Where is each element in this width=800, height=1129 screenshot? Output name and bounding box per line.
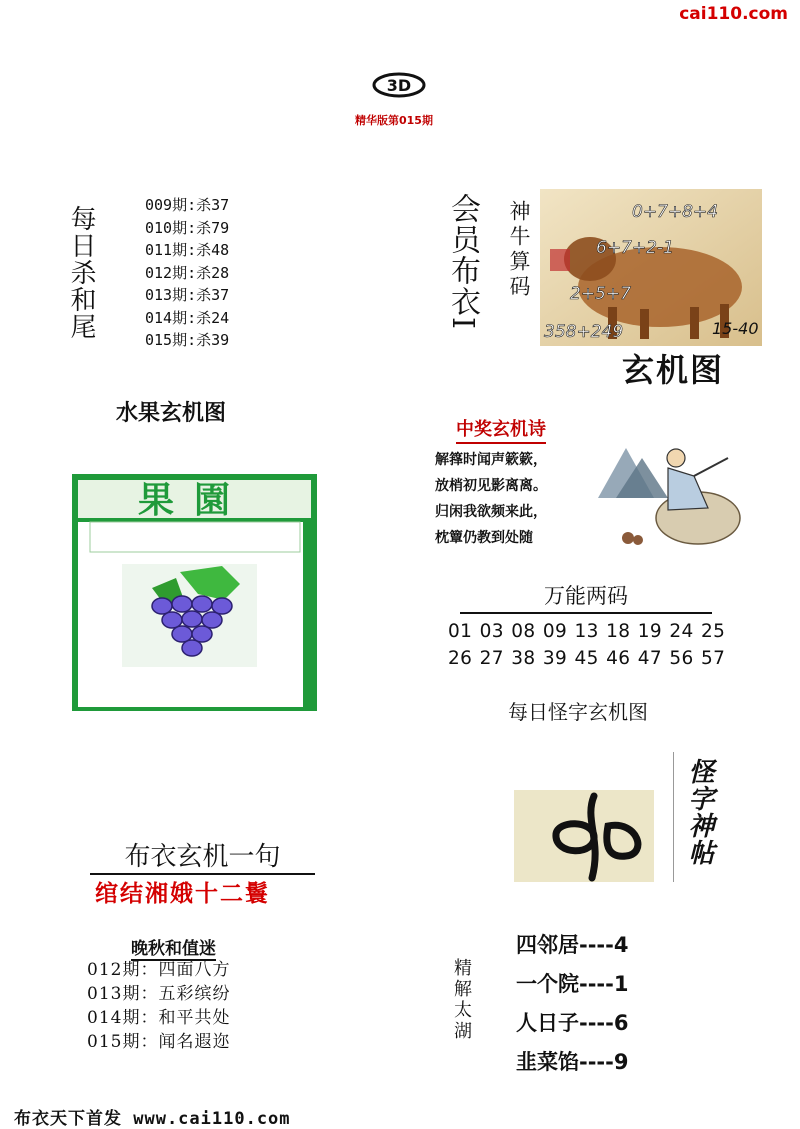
daily-kill-title: 每日杀和尾 bbox=[66, 205, 96, 340]
member-title: 会员布衣I bbox=[445, 193, 480, 330]
list-item: 011期:杀48 bbox=[145, 241, 230, 259]
autumn-title: 晚秋和值迷 bbox=[131, 934, 216, 961]
two-codes-title: 万能两码 bbox=[460, 580, 712, 614]
yiju-text: 绾结湘娥十二鬟 bbox=[95, 880, 270, 907]
list-item: 013期：五彩缤纷 bbox=[87, 984, 231, 1004]
bull-formula: 0+7+8+4 bbox=[632, 202, 718, 222]
list-item: 012期:杀28 bbox=[145, 263, 230, 282]
number-row: 01 03 08 09 13 18 19 24 25 bbox=[448, 621, 726, 642]
bull-formula: 2+5+7 bbox=[570, 284, 631, 304]
poem-line: 枕簟仍教到处随 bbox=[435, 530, 533, 546]
poem-lines bbox=[435, 447, 547, 551]
lake-title: 精解太湖 bbox=[451, 958, 472, 1042]
poem-line: 归闲我欲频来此， bbox=[435, 504, 547, 520]
bull-formula: 358+249 bbox=[544, 322, 624, 342]
poem-line: 解箨时闻声簌簌， bbox=[435, 452, 547, 468]
autumn-list bbox=[87, 958, 230, 1054]
weird-char-side-text bbox=[673, 752, 746, 882]
list-item: 015期:杀39 bbox=[145, 331, 230, 349]
list-item: 009期:杀37 bbox=[145, 196, 230, 214]
list-item: 014期:杀24 bbox=[145, 308, 230, 327]
weird-char-title: 每日怪字玄机图 bbox=[508, 700, 648, 724]
bull-image bbox=[540, 189, 762, 346]
bull-title: 神牛算码 bbox=[507, 200, 531, 300]
sage-illustration bbox=[598, 418, 748, 553]
issue-label: 精华版第015期 bbox=[355, 114, 433, 127]
two-codes-numbers bbox=[448, 618, 760, 672]
bull-caption: 玄机图 bbox=[622, 351, 725, 389]
list-item: 015期：闻名遐迩 bbox=[87, 1032, 231, 1052]
list-item: 一个院----1 bbox=[516, 972, 629, 996]
fruit-title: 水果玄机图 bbox=[116, 401, 227, 426]
list-item: 014期：和平共处 bbox=[87, 1008, 231, 1028]
lake-list bbox=[516, 926, 628, 1082]
list-item: 013期:杀37 bbox=[145, 286, 230, 304]
site-url[interactable]: cai110.com bbox=[679, 4, 788, 24]
footer-text[interactable]: 布衣天下首发 www.cai110.com bbox=[14, 1109, 291, 1129]
list-item: 四邻居----4 bbox=[516, 933, 629, 957]
logo-text: 3D bbox=[386, 76, 412, 95]
weird-char-side-label: 怪字神帖 bbox=[684, 758, 714, 866]
yiju-title: 布衣玄机一句 bbox=[90, 836, 315, 875]
fruit-banner-text: 果園 bbox=[137, 479, 251, 521]
list-item: 010期:杀79 bbox=[145, 218, 230, 237]
fruit-image bbox=[72, 474, 317, 711]
poem-line: 放梢初见影离离。 bbox=[435, 478, 547, 494]
bull-formula: 6+7+2-1 bbox=[596, 238, 674, 258]
bull-formula: 15-40 bbox=[712, 319, 759, 338]
daily-kill-list bbox=[145, 194, 229, 352]
poem-title: 中奖玄机诗 bbox=[456, 415, 546, 444]
list-item: 韭菜馅----9 bbox=[516, 1050, 629, 1074]
list-item: 012期：四面八方 bbox=[87, 960, 231, 980]
weird-char-image bbox=[514, 790, 654, 882]
3d-logo bbox=[372, 72, 426, 98]
number-row: 26 27 38 39 45 46 47 56 57 bbox=[448, 648, 726, 669]
list-item: 人日子----6 bbox=[516, 1011, 629, 1035]
